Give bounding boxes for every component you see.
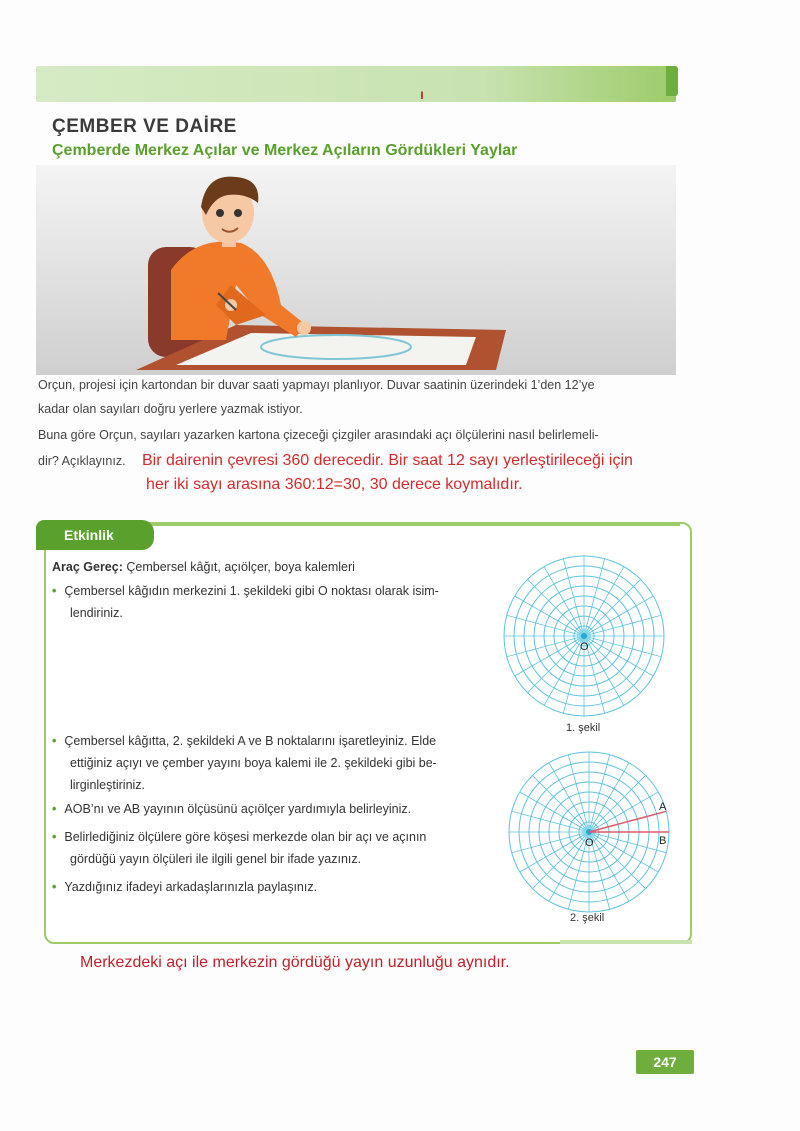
grid-ray <box>512 832 589 853</box>
point-a-label: A <box>659 801 667 813</box>
header-band <box>36 66 676 102</box>
figure-2-caption: 2. şekil <box>570 912 605 924</box>
bullet-1-line-2: lendiriniz. <box>70 606 123 620</box>
grid-ray <box>589 832 658 872</box>
activity-bottom-rule <box>560 940 692 944</box>
header-band-cap <box>666 66 678 96</box>
ray-oa <box>589 811 666 832</box>
bullet-5 <box>52 876 317 898</box>
bullet-5-text: Yazdığınız ifadeyi arkadaşlarınızla paylaşınız. <box>64 880 318 894</box>
grid-ray <box>515 596 584 636</box>
materials-label: Araç Gereç: <box>52 560 123 574</box>
bullet-dot: • <box>52 734 57 748</box>
handwritten-answer-line-2: her iki sayı arasına 360:12=30, 30 derece koymalıdır. <box>146 476 523 493</box>
bullet-dot: • <box>52 802 57 816</box>
section-subtitle: Çemberde Merkez Açılar ve Merkez Açıların Gördükleri Yaylar <box>52 142 518 159</box>
bullet-1-line-1: Çembersel kâğıdın merkezini 1. şekildeki gibi O noktası olarak isim- <box>64 584 439 598</box>
intro-line-2: kadar olan sayıları doğru yerlere yazmak istiyor. <box>38 402 303 416</box>
bullet-2-line-2: ettiğiniz açıyı ve çember yayını boya kalemi ile 2. şekildeki gibi be- <box>70 756 437 770</box>
intro-line-3: Buna göre Orçun, sayıları yazarken kartona çizeceği çizgiler arasındaki açı ölçülerini nasıl belirlemeli- <box>38 428 599 442</box>
point-b-label: B <box>659 835 667 847</box>
grid-ray <box>584 636 661 657</box>
section-title: ÇEMBER VE DAİRE <box>52 116 237 137</box>
handwritten-answer-line-1: Bir dairenin çevresi 360 derecedir. Bir saat 12 sayı yerleştirileceği için <box>142 452 633 469</box>
boy-hand <box>297 321 311 335</box>
grid-ray <box>584 636 624 705</box>
grid-ray <box>589 832 666 853</box>
grid-ray <box>584 596 653 636</box>
bullet-3 <box>52 798 411 820</box>
bullet-dot: • <box>52 584 57 598</box>
illustration-boy-drawing <box>36 165 676 375</box>
pen-mark: ı <box>420 86 424 102</box>
figure-2-polar-grid <box>505 748 673 916</box>
materials-line <box>52 556 355 578</box>
bullet-2-line-3: lirginleştiriniz. <box>70 778 146 792</box>
grid-ray <box>544 636 584 705</box>
final-handwritten-answer: Merkezdeki açı ile merkezin gördüğü yayın uzunluğu aynıdır. <box>80 954 510 971</box>
grid-ray <box>563 559 584 636</box>
figure-1-polar-grid <box>500 552 668 720</box>
grid-ray <box>515 636 584 676</box>
bullet-3-text: AOB’nı ve AB yayının ölçüsünü açıölçer yardımıyla belirleyiniz. <box>64 802 412 816</box>
bullet-4 <box>52 826 426 848</box>
grid-ray <box>589 792 658 832</box>
bullet-2 <box>52 730 436 752</box>
intro-line-4: dir? Açıklayınız. <box>38 454 126 468</box>
center-label-o: O <box>580 641 589 653</box>
center-label-o: O <box>585 837 594 849</box>
bullet-2-line-1: Çembersel kâğıtta, 2. şekildeki A ve B noktalarını işaretleyiniz. Elde <box>64 734 437 748</box>
grid-ray <box>584 559 605 636</box>
grid-ray <box>520 792 589 832</box>
grid-ray <box>507 636 584 657</box>
grid-ray <box>549 763 589 832</box>
activity-top-rule <box>150 524 680 526</box>
grid-ray <box>589 755 610 832</box>
bullet-dot: • <box>52 830 57 844</box>
grid-ray <box>568 755 589 832</box>
boy-illustration <box>36 165 676 375</box>
grid-ray <box>549 832 589 901</box>
bullet-dot: • <box>52 880 57 894</box>
grid-ray <box>584 567 624 636</box>
materials-text: Çembersel kâğıt, açıölçer, boya kalemleri <box>126 560 355 574</box>
bullet-4-line-2: gördüğü yayın ölçüleri ile ilgili genel bir ifade yazınız. <box>70 852 362 866</box>
page-number: 247 <box>636 1050 694 1074</box>
grid-ray <box>584 636 653 676</box>
grid-ray <box>520 832 589 872</box>
bullet-1 <box>52 580 439 602</box>
activity-tab: Etkinlik <box>36 520 154 550</box>
grid-ray <box>544 567 584 636</box>
intro-line-1: Orçun, projesi için kartondan bir duvar saati yapmayı planlıyor. Duvar saatinin üzerindeki 1’den 12’ye <box>38 378 595 392</box>
bullet-4-line-1: Belirlediğiniz ölçülere göre köşesi merkezde olan bir açı ve açının <box>64 830 427 844</box>
grid-ray <box>584 615 661 636</box>
grid-ray <box>512 811 589 832</box>
grid-ray <box>507 615 584 636</box>
grid-ray <box>589 832 629 901</box>
grid-ray <box>589 763 629 832</box>
center-point <box>581 633 587 639</box>
figure-1-caption: 1. şekil <box>566 722 601 734</box>
